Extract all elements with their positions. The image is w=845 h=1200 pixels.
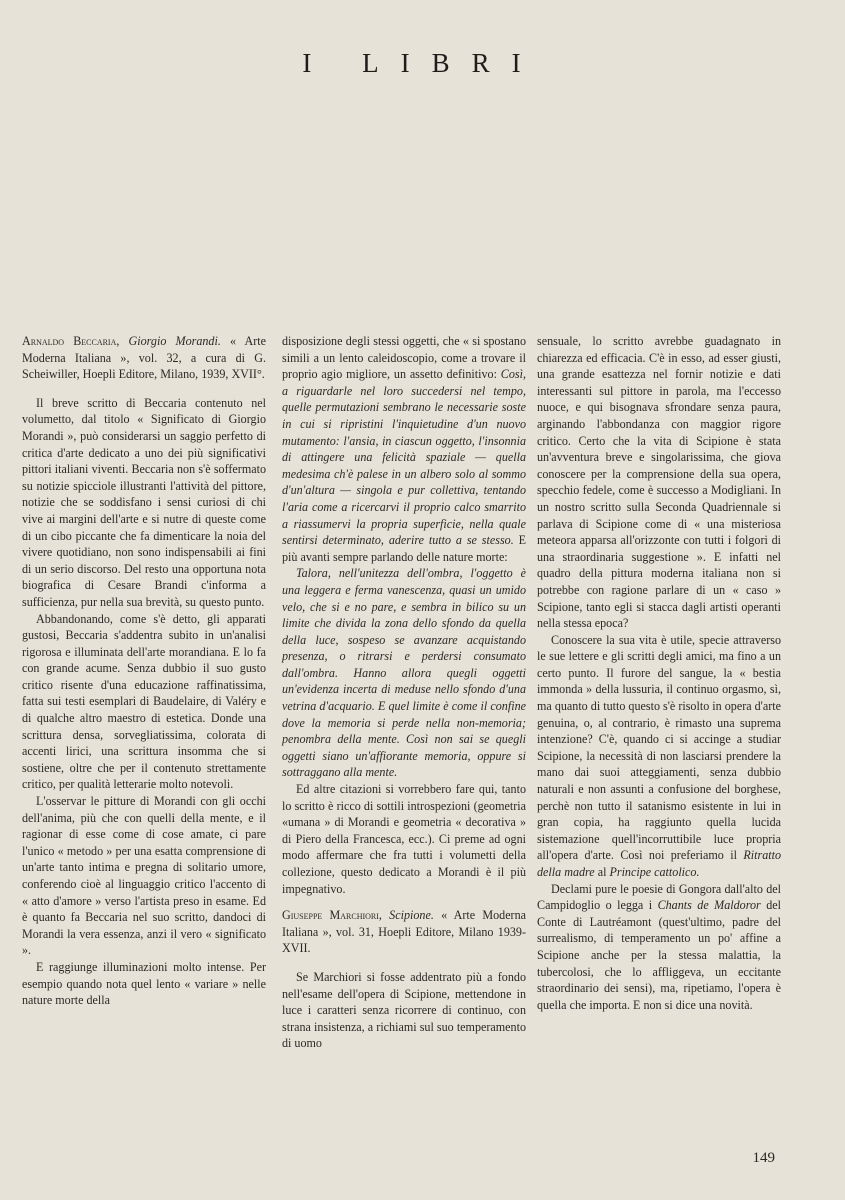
review-book-title: Giorgio Morandi. <box>128 334 221 348</box>
paragraph: Declami pure le poesie di Gongora dall'alto del Campidoglio o legga i Chants de Maldoror del Conte di Lautréamont (quest'ultimo, padre del surrealismo, di temperamento un po' affine a Scipione anche per la stessa malattia, la tubercolosi, che lo affliggeva, un eccitante straordinario dei sensi), ma, ripetiamo, l'opera è quella che importa. E non si dice una novità. <box>537 881 781 1012</box>
paragraph: Ed altre citazioni si vorrebbero fare qui, tanto lo scritto è ricco di sottili introspezioni (geometria «umana » di Morandi e geometria « decorativa » di Piero della Francesca, ecc.). Ci preme ad ogni modo affermare che fra tutti i volumetti della collezione, questo dedicato a Morandi è il più impegnativo. <box>282 782 526 896</box>
text-column-1 <box>22 333 266 1009</box>
paragraph: Se Marchiori si fosse addentrato più a fondo nell'esame dell'opera di Scipione, mettendone in luce i caratteri senza ricorrere di continuo, con strana insistenza, a richiami sul suo temperamento di uomo <box>282 969 526 1051</box>
paragraph: Il breve scritto di Beccaria contenuto nel volumetto, dal titolo « Significato di Giorgio Morandi », può considerarsi un saggio perfetto di critica d'arte dedicato a uno dei più significativi pittori italiani viventi. Beccaria non s'è soffermato su notizie spicciole illustranti l'attività del pittore, notizie che se soddisfano i sensi curiosi di chi vive ai margini dell'arte e si nutre di queste come di un cibo piccante che fa dimenticare la noia del vivere quotidiano, non sono indispensabili ai fini di un serio discorso. Del resto una opportuna nota biografica di Cesare Brandi c'informa a sufficienza, pur nella sua brevità, su questo punto. <box>22 395 266 609</box>
quotation: Così, a riguardarle nel loro succedersi nel tempo, quelle permutazioni sembrano le necessarie soste in cui si ripristini l'inquietudine d'un nuovo mutamento: l'ansia, in ciascun oggetto, l'insonnia di attingere una felicità spaziale — quella medesima ch'è palese in un albero solo al sommo d'un'altura — singola e pur collettiva, tentando l'aria come a ricercarvi il proprio calco smarrito a riassumervi la propria superficie, nella quale sentirsi determinato, aderire tutto a se stesso. <box>282 367 526 548</box>
review-author: Arnaldo Beccaria, <box>22 334 120 348</box>
review-reference <box>22 333 266 383</box>
paragraph: L'osservar le pitture di Morandi con gli occhi dell'anima, più che con quelli della mente, e il ragionar di esse come di cose amate, ci pare l'unico « metodo » per una esatta comprensione di un'arte tanto intima e pregna di solitario umore, conferendo cioè al linguaggio critico l'accento di « atto d'amore » verso l'artista preso in esame. Ed è quanto fa Beccaria nel suo scritto, dandoci di Morandi la vera essenza, anzi il vero « significato ». <box>22 794 266 958</box>
text-column-3 <box>537 333 781 1013</box>
review-details: « Arte Moderna Italiana », vol. 31, Hoepli Editore, Milano 1939-XVII. <box>282 908 527 956</box>
paragraph: Conoscere la sua vita è utile, specie attraverso le sue lettere e gli scritti degli amici, ma fino a un certo punto. Il furore del sangue, la « bestia immonda » della lussuria, il continuo orgasmo, sì, ma quanto di tutto questo s'è risolto in opera d'arte genuina, o, al contrario, è rimasto una suprema intenzione? C'è, quando ci si accinge a studiar Scipione, la necessità di non lasciarsi prendere la mano dai suoi atteggiamenti, senza dubbio naturali e non assunti a confusione del borghese, perchè non tutto il satanismo esistente in lui in gran copia, ha raggiunto quella lucida sistemazione quell'incorruttibile luce propria all'opera d'arte. Così noi preferiamo il Ritratto della madre al Principe cattolico. <box>537 632 782 879</box>
review-details: « Arte Moderna Italiana », vol. 32, a cura di G. Scheiwiller, Hoepli Editore, Milano, 1939, XVII°. <box>22 334 266 382</box>
review-book-title: Scipione. <box>389 908 434 923</box>
page-title: I LIBRI <box>302 48 543 78</box>
quotation: Talora, nell'unitezza dell'ombra, l'oggetto è una leggera e ferma vanescenza, quasi un umido velo, che si e no pare, e sembra in bilico su un limite che divida la zona dello sfondo da quella della luce, sospeso se avanzare acquistando presenza, o ritrarsi e perdersi consumato dall'ombra. Hanno allora quegli oggetti un'evidenza incerta di meduse nello sfondo d'una vetrina d'acquario. E quel limite è come il confine dove la memoria si perde nella non-memoria; penombra della mente. Così non sai se quegli oggetti siano un'affiorante memoria, oppure si sottraggano alla mente. <box>282 566 526 780</box>
paragraph: Abbandonando, come s'è detto, gli apparati gustosi, Beccaria s'addentra subito in un'analisi rigorosa e illuminata dell'arte morandiana. E lo fa con grande acume. Senza dubbio il suo gusto critico risente d'una educazione raffinatissima, fatta sui testi esemplari di Baudelaire, di Valéry e di qualche altro maestro di estetica. Donde una scrittura densa, sorvegliatissima, colorata di accenti lirici, una scrittura insomma che si sostiene, oltre che per il contenuto strettamente critico, per qualità letterarie molto notevoli. <box>22 611 266 792</box>
paragraph: E raggiunge illuminazioni molto intense. Per esempio quando nota quel lento « variare » nelle nature morte della <box>22 959 266 1008</box>
review-reference <box>282 907 526 957</box>
paragraph-continued: disposizione degli stessi oggetti, che « si spostano simili a un lento caleidoscopio, come a trovare il proprio agio migliore, un assetto definitivo: Così, a riguardarle nel loro succedersi nel tempo, quelle permutazioni sembrano le necessarie soste in cui si ripristini l'inquietudine d'un nuovo mutamento: l'ansia, in ciascun oggetto, l'insonnia di attingere una felicità spaziale — quella medesima ch'è palese in un albero solo al sommo d'un'altura — singola e pur collettiva, tentando l'aria come a ricercarvi il proprio calco smarrito a riassumervi la propria superficie, nella quale sentirsi determinato, aderire tutto a se stesso. E più avanti sempre parlando delle nature morte: <box>282 334 526 564</box>
review-author: Giuseppe Marchiori, <box>282 908 382 923</box>
page-number: 149 <box>752 1150 775 1166</box>
paragraph-continued: sensuale, lo scritto avrebbe guadagnato in chiarezza ed efficacia. C'è in esso, ad esser giusti, una grande esattezza nel fornir notizie e dati interessanti sul pittore in parola, ma l'eccesso nuoce, e qui bisognava sfrondare senza paura, arginando l'abbondanza con maggior rigore critico. Certo che la vita di Scipione è stata un'avventura breve e singolarissima, che giova conoscere per la comprensione della sua opera, specchio fedele, come è successo a Modigliani. In un nostro scritto sulla Seconda Quadriennale si parlava di Scipione come di « una misteriosa meteora apparsa all'orizzonte con tutti i folgori di una straordinaria suggestione ». E infatti nel quadro della pittura moderna italiana non si potrebbe con ragione parlare di un « caso » Scipione, tanto egli si stacca dagli artisti operanti nella stessa epoca? <box>537 334 781 631</box>
text-column-2 <box>282 333 526 1052</box>
